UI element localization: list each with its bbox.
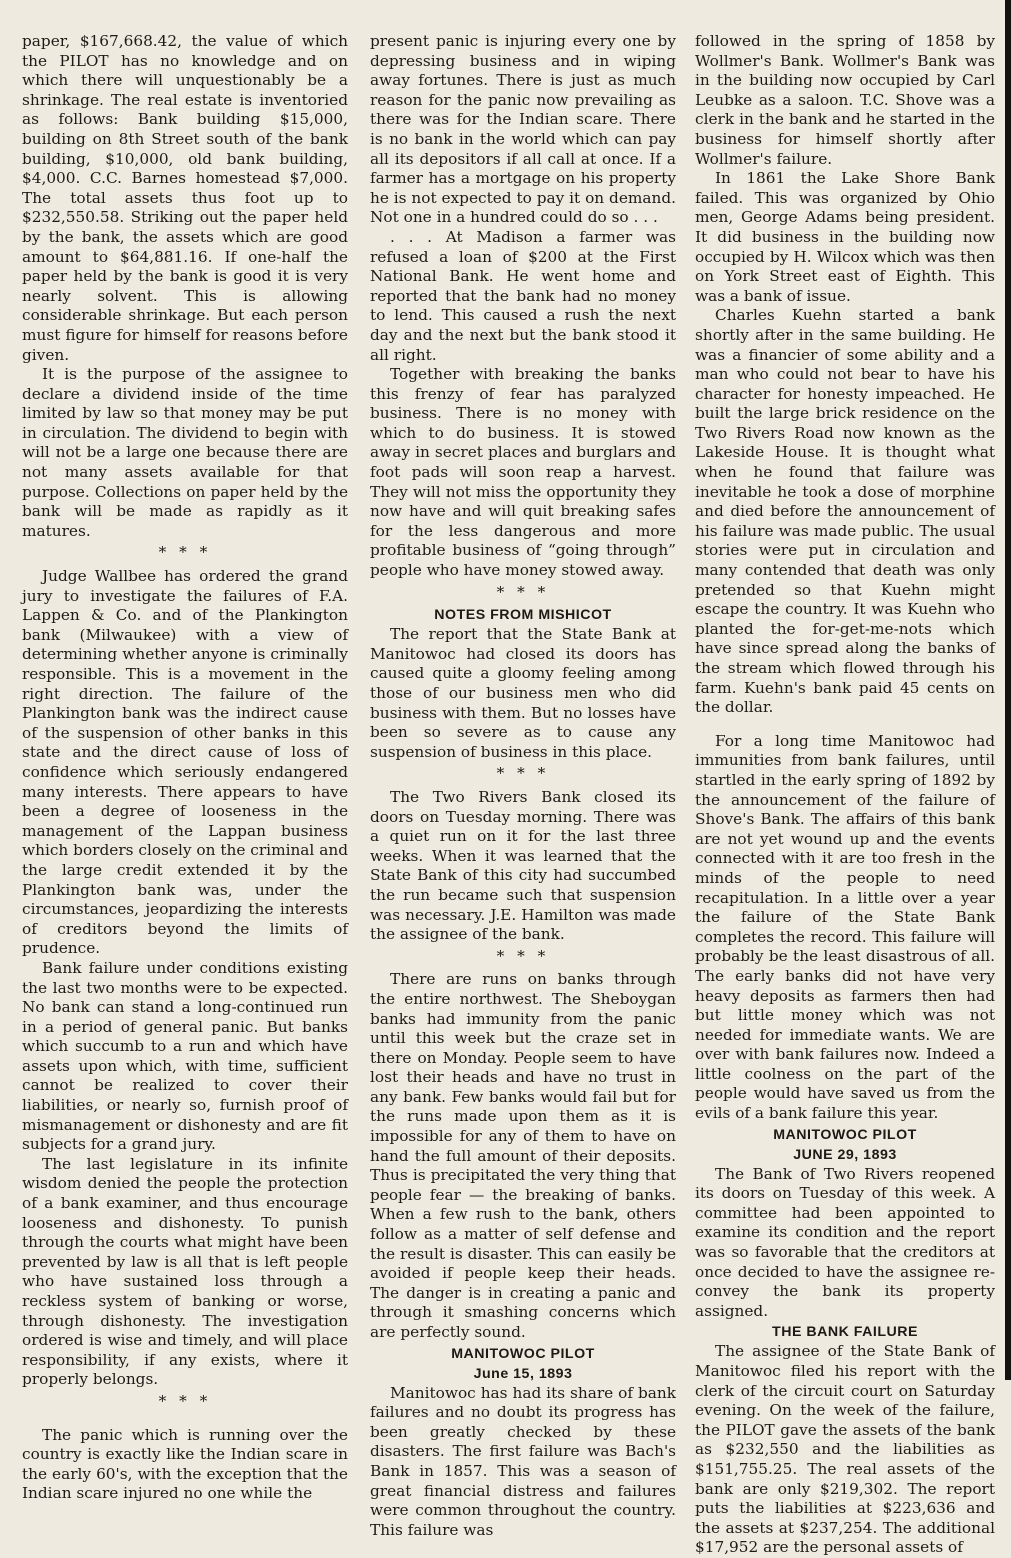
article-paragraph: There are runs on banks through the entire northwest. The Sheboygan banks had immunity from the panic until this week but the craze set in there on Monday. People seem to have lost their heads and have no trust in any bank. Few banks would fail but for the runs made upon them as it is impossible for any of them to have on hand the full amount of their deposits. Thus is precipitated the very thing that people fear — the breaking of banks. When a few rush to the bank, others follow as a matter of self defense and the result is disaster. This can easily be avoided if people keep their heads. The danger is in creating a panic and through it smashing concerns which are perfectly sound. (370, 970, 676, 1341)
article-paragraph: The panic which is running over the country is exactly like the Indian scare in the early 60's, with the exception that the Indian scare injured no one while the (22, 1425, 348, 1503)
article-paragraph: followed in the spring of 1858 by Wollmer's Bank. Wollmer's Bank was in the building now occupied by Carl Leubke as a saloon. T.C. Shove was a clerk in the bank and he started in the business for himself shortly after Wollmer's failure. (695, 32, 995, 168)
section-heading: JUNE 29, 1893 (793, 1146, 897, 1163)
section-heading: MANITOWOC PILOT (451, 1345, 595, 1362)
article-paragraph: Charles Kuehn started a bank shortly after in the same building. He was a financier of some ability and a man who could not bear to have his character for honesty impeached. He built the large brick residence on the Two Rivers Road now known as the Lakeside House. It is thought what when he found that failure was inevitable he took a dose of morphine and died before the announcement of his failure was made public. The usual stories were put in circulation and many contended that death was only pretended so that Kuehn might escape the country. It was Kuehn who planted the for-get-me-nots which have since spread along the banks of the stream which flowed through his farm. Kuehn's bank paid 45 cents on the dollar. (695, 306, 995, 717)
section-divider: * * * (496, 946, 550, 965)
article-paragraph: paper, $167,668.42, the value of which the PILOT has no knowledge and on which there will unquestionably be a shrinkage. The real estate is inventoried as follows: Bank building $15,000, building on 8th Street south of the bank building, $10,000, old bank building, $4,000. C.C. Barnes homestead $7,000. The total assets thus foot up to $232,550.58. Striking out the paper held by the bank, the assets which are good amount to $64,881.16. If one-half the paper held by the bank is good it is very nearly solvent. This is allowing considerable shrinkage. But each person must figure for himself for reasons before given. (22, 32, 348, 364)
article-paragraph: In 1861 the Lake Shore Bank failed. This was organized by Ohio men, George Adams being president. It did business in the building now occupied by H. Wilcox which was then on York Street east of Eighth. This was a bank of issue. (695, 169, 995, 305)
article-paragraph: Judge Wallbee has ordered the grand jury to investigate the failures of F.A. Lappen & Co. and of the Plankington bank (Milwaukee) with a view of determining whether anyone is criminally responsible. This is a movement in the right direction. The failure of the Plankington bank was the indirect cause of the suspension of other banks in this state and the direct cause of loss of confidence which seriously endangered many interests. There appears to have been a degree of looseness in the management of the Lappan business which borders closely on the criminal and the large credit extended it by the Plankington bank was, under the circumstances, jeopardizing the interests of creditors beyond the limits of prudence. (22, 567, 348, 958)
article-paragraph: It is the purpose of the assignee to declare a dividend inside of the time limited by law so that money may be put in circulation. The dividend to begin with will not be a large one because there are not many assets available for that purpose. Collections on paper held by the bank will be made as rapidly as it matures. (22, 365, 348, 540)
article-paragraph: Bank failure under conditions existing the last two months were to be expected. No bank can stand a long-continued run in a period of general panic. But banks which succumb to a run and which have assets upon which, with time, sufficient cannot be realized to cover their liabilities, or nearly so, furnish proof of mismanagement or dishonesty and are fit subjects for a grand jury. (22, 958, 348, 1154)
article-paragraph: Manitowoc has had its share of bank failures and no doubt its progress has been greatly checked by these disasters. The first failure was Bach's Bank in 1857. This was a season of great financial distress and failures were common throughout the country. This failure was (370, 1383, 676, 1539)
section-heading: THE BANK FAILURE (772, 1324, 918, 1341)
page-binding-edge (1005, 0, 1011, 1380)
section-divider: * * * (158, 543, 212, 562)
section-heading: NOTES FROM MISHICOT (434, 607, 612, 624)
section-divider: * * * (496, 582, 550, 601)
column-3 (695, 32, 995, 1558)
article-paragraph: The assignee of the State Bank of Manitowoc filed his report with the clerk of the circuit court on Saturday evening. On the week of the failure, the PILOT gave the assets of the bank as $232,550 and the liabilities as $151,755.25. The real assets of the bank are only $219,302. The report puts the liabilities at $223,636 and the assets at $237,254. The additional $17,952 are the personal assets of (695, 1342, 995, 1557)
article-paragraph: The Bank of Two Rivers reopened its doors on Tuesday of this week. A committee had been appointed to examine its condition and the report was so favorable that the creditors at once decided to have the assignee re-convey the bank its property assigned. (695, 1164, 995, 1320)
article-paragraph: The report that the State Bank at Manitowoc had closed its doors has caused quite a gloomy feeling among those of our business men who did business with them. But no losses have been so severe as to cause any suspension of business in this place. (370, 625, 676, 761)
section-divider: * * * (496, 764, 550, 783)
section-heading: June 15, 1893 (473, 1365, 573, 1382)
section-heading: MANITOWOC PILOT (773, 1126, 917, 1143)
section-divider: * * * (158, 1391, 212, 1410)
article-paragraph: . . . At Madison a farmer was refused a loan of $200 at the First National Bank. He went home and reported that the bank had no money to lend. This caused a rush the next day and the next but the bank stood it all right. (370, 227, 676, 364)
column-1 (22, 32, 348, 1504)
article-paragraph: present panic is injuring every one by depressing business and in wiping away fortunes. There is just as much reason for the panic now prevailing as there was for the Indian scare. There is no bank in the world which can pay all its depositors if all call at once. If a farmer has a mortgage on his property he is not expected to pay it on demand. Not one in a hundred could do so . . . (370, 32, 676, 227)
column-2 (370, 32, 676, 1540)
article-paragraph: Together with breaking the banks this frenzy of fear has paralyzed business. There is no money with which to do business. It is stowed away in secret places and burglars and foot pads will soon reap a harvest. They will not miss the opportunity they now have and will quit breaking safes for the less dangerous and more profitable business of “going through” people who have money stowed away. (370, 365, 676, 580)
article-paragraph: The last legislature in its infinite wisdom denied the people the protection of a bank examiner, and thus encourage looseness and dishonesty. To punish through the courts what might have been prevented by law is all that is left people who have sustained loss through a reckless system of banking or worse, through dishonesty. The investigation ordered is wise and timely, and will place responsibility, if any exists, where it properly belongs. (22, 1154, 348, 1389)
article-paragraph: The Two Rivers Bank closed its doors on Tuesday morning. There was a quiet run on it for the last three weeks. When it was learned that the State Bank of this city had succumbed the run became such that suspension was necessary. J.E. Hamilton was made the assignee of the bank. (370, 787, 676, 944)
article-paragraph: For a long time Manitowoc had immunities from bank failures, until startled in the early spring of 1892 by the announcement of the failure of Shove's Bank. The affairs of this bank are not yet wound up and the events connected with it are too fresh in the minds of the people to need recapitulation. In a little over a year the failure of the State Bank completes the record. This failure will probably be the least disastrous of all. The early banks did not have very heavy deposits as farmers then had but little money which was not needed for immediate wants. We are over with bank failures now. Indeed a little coolness on the part of the people would have saved us from the evils of a bank failure this year. (695, 731, 995, 1123)
